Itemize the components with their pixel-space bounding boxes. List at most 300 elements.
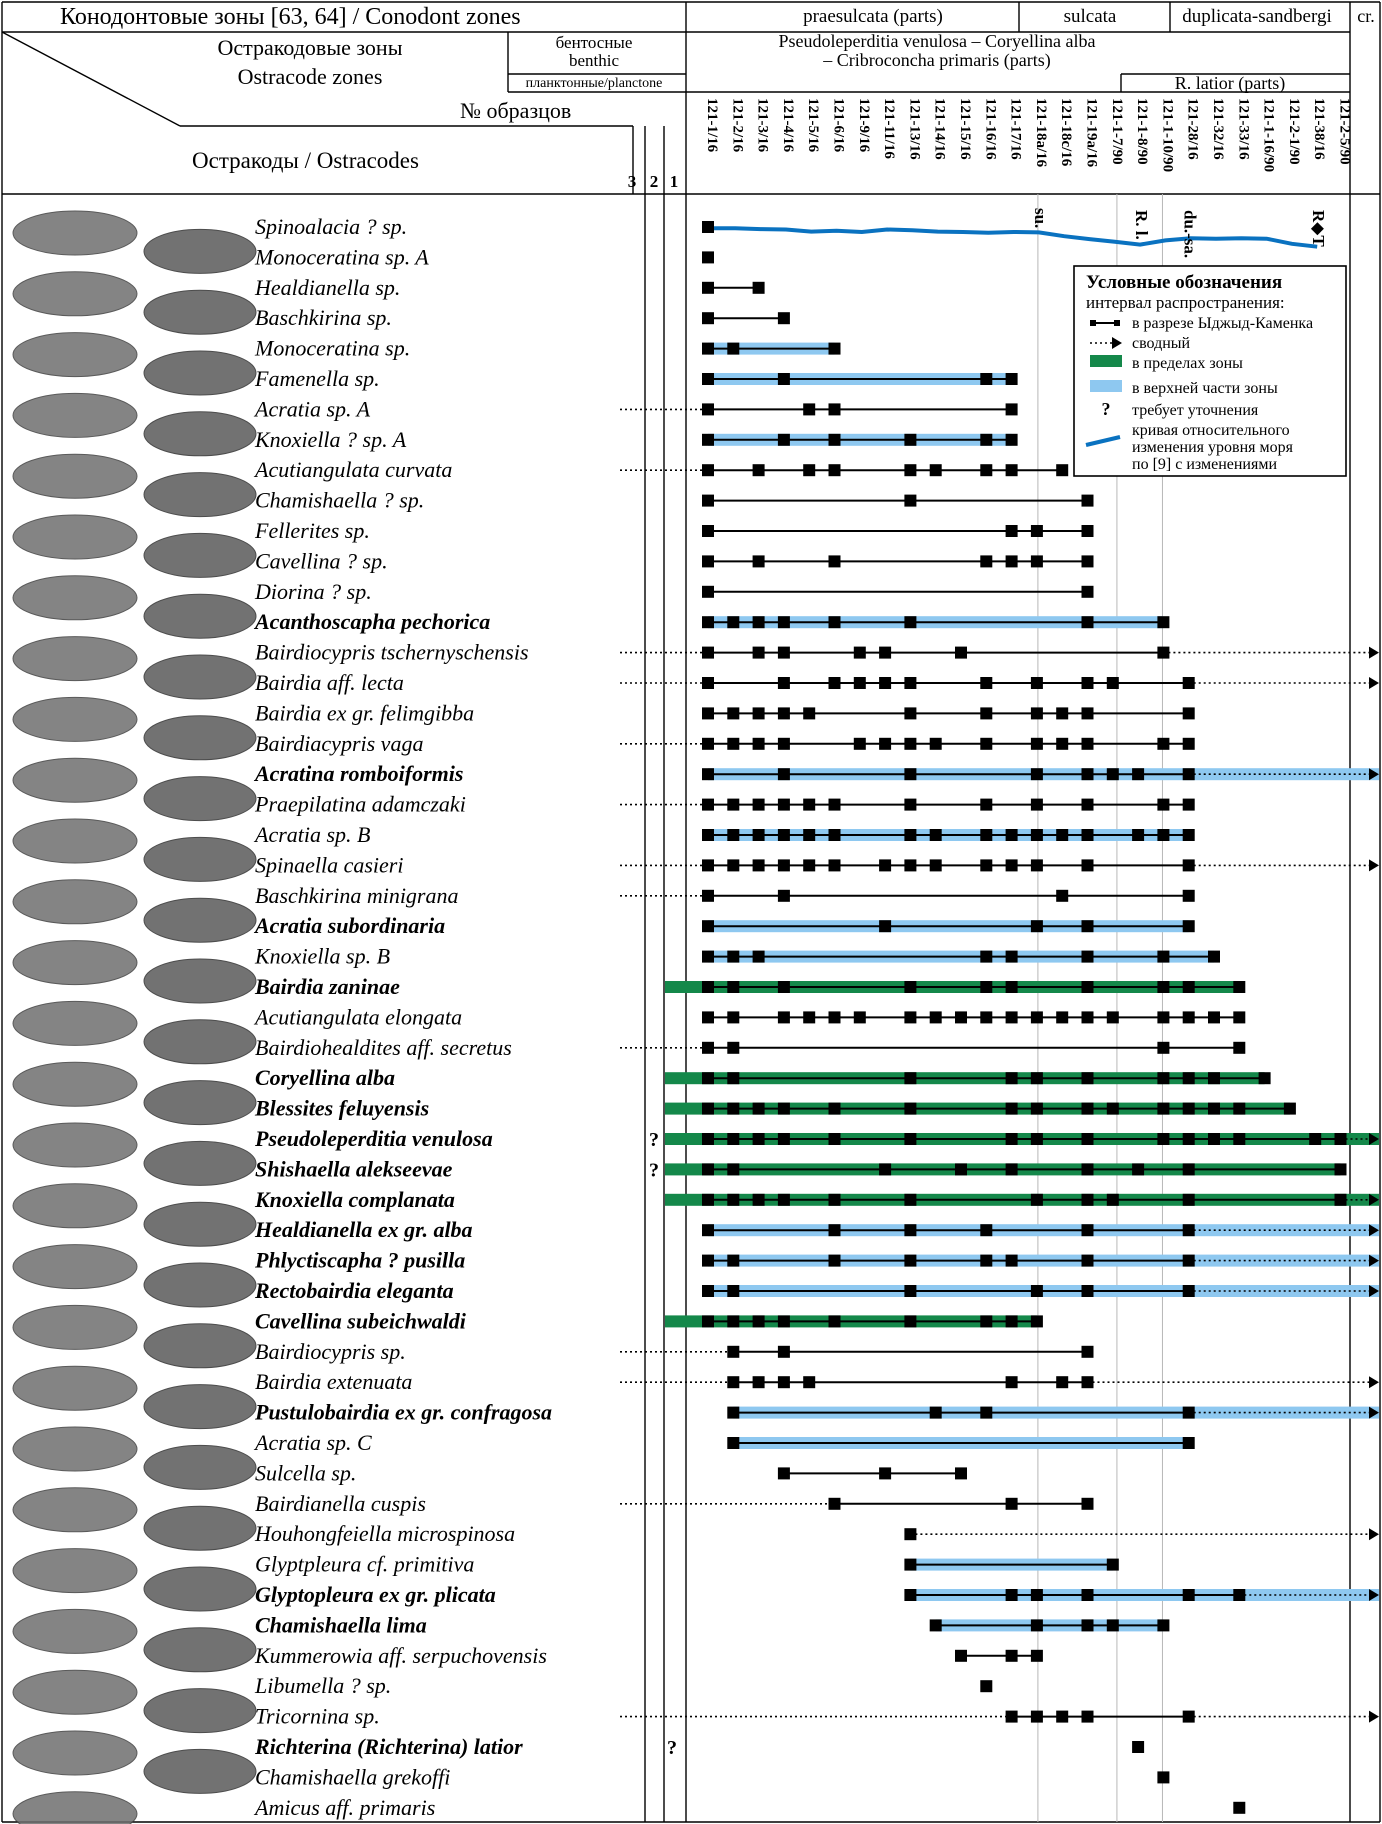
taxon-row (255, 1035, 1245, 1060)
sample-mark (930, 829, 942, 841)
sample-mark (1082, 1011, 1094, 1023)
sample-mark (1006, 434, 1018, 446)
sample-mark (1031, 1072, 1043, 1084)
legend-item-upper: в верхней части зоны (1132, 380, 1278, 397)
sample-mark (1082, 1711, 1094, 1723)
sample-mark (1183, 738, 1195, 750)
specimen-photo (13, 880, 137, 924)
sample-mark (803, 464, 815, 476)
sample-mark (904, 768, 916, 780)
sample-mark (803, 859, 815, 871)
sample-mark (829, 1194, 841, 1206)
sample-mark (753, 707, 765, 719)
sample-mark (1157, 951, 1169, 963)
sample-mark (753, 799, 765, 811)
sample-mark (1233, 981, 1245, 993)
sample-mark (980, 464, 992, 476)
sample-mark (1031, 1711, 1043, 1723)
specimen-photo (13, 576, 137, 620)
sample-mark (1157, 1072, 1169, 1084)
taxon-name: Chamishaella lima (255, 1612, 427, 1638)
taxon-name: Pustulobairdia ex gr. confragosa (255, 1399, 553, 1425)
sample-mark (702, 920, 714, 932)
sample-mark (980, 1407, 992, 1419)
sample-mark (904, 1224, 916, 1236)
sample-mark (727, 1346, 739, 1358)
sample-mark (1031, 1011, 1043, 1023)
sample-mark (1082, 495, 1094, 507)
sample-mark (955, 1467, 967, 1479)
sample-mark (702, 1255, 714, 1267)
legend-item-uncertain: требует уточнения (1132, 402, 1259, 419)
taxon-row (254, 1126, 1379, 1151)
sample-mark (1082, 768, 1094, 780)
sample-mark (904, 495, 916, 507)
sample-mark (1107, 677, 1119, 689)
legend-item-within: в пределах зоны (1132, 355, 1243, 372)
conodont-zone-cr: cr. (1357, 6, 1375, 26)
sample-mark (1006, 1163, 1018, 1175)
sample-mark (829, 1224, 841, 1236)
taxon-name: Bairdiocypris tschernyschensis (255, 639, 529, 665)
sample-mark (1157, 647, 1169, 659)
sample-mark (1082, 1498, 1094, 1510)
sample-mark (778, 799, 790, 811)
sample-mark (1056, 707, 1068, 719)
specimen-photo (144, 898, 256, 942)
sample-mark (1183, 920, 1195, 932)
taxon-name: Bairdia ex gr. felimgibba (255, 700, 475, 726)
samples-label: № образцов (460, 98, 572, 123)
sample-mark (1183, 1255, 1195, 1267)
sample-mark (1107, 1619, 1119, 1631)
sample-mark (778, 829, 790, 841)
sample-mark (1082, 799, 1094, 811)
specimen-photo (13, 1245, 137, 1289)
sample-mark (1208, 1103, 1220, 1115)
sample-mark (1157, 1771, 1169, 1783)
specimen-photo (13, 1427, 137, 1471)
sample-mark (1082, 1589, 1094, 1601)
taxon-row (254, 1673, 992, 1698)
sample-mark (829, 464, 841, 476)
sample-label: 121-16/16 (982, 98, 999, 160)
col-label-3: 3 (627, 172, 637, 191)
taxon-row (255, 883, 1195, 908)
sample-label: 121-19a/16 (1083, 98, 1100, 168)
sample-mark (1082, 1133, 1094, 1145)
sample-mark (1056, 890, 1068, 902)
sample-label: 121-33/16 (1235, 98, 1252, 160)
sample-label: 121-4/16 (779, 98, 796, 153)
sample-mark (1233, 1133, 1245, 1145)
sample-mark (1006, 981, 1018, 993)
sample-mark (879, 920, 891, 932)
taxon-row (255, 1612, 1169, 1637)
specimen-photo (144, 473, 256, 517)
sample-mark (980, 434, 992, 446)
specimen-photo (144, 290, 256, 334)
sample-mark (1183, 799, 1195, 811)
sample-label: 121-1-16/90 (1260, 98, 1277, 173)
sample-mark (727, 707, 739, 719)
sample-mark (753, 616, 765, 628)
sample-mark (879, 647, 891, 659)
sea-level-label: R◆T (1309, 210, 1329, 247)
sample-mark (1031, 1103, 1043, 1115)
taxon-row (254, 792, 1195, 817)
specimen-photo (13, 697, 137, 741)
taxon-row (255, 1308, 1043, 1333)
sample-mark (1183, 1072, 1195, 1084)
sample-label: 121-11/16 (881, 98, 898, 159)
sample-mark (727, 1315, 739, 1327)
sample-mark (702, 738, 714, 750)
sample-mark (702, 1315, 714, 1327)
taxon-row (255, 1704, 1379, 1729)
sample-label: 121-1-7/90 (1108, 98, 1125, 165)
sample-mark (803, 829, 815, 841)
sample-mark (1056, 1376, 1068, 1388)
sample-mark (702, 951, 714, 963)
range-arrow (1369, 1376, 1379, 1388)
sample-mark (829, 829, 841, 841)
taxon-name: Acratina romboiformis (255, 761, 464, 787)
taxon-row (255, 1552, 1119, 1577)
sample-mark (1157, 1103, 1169, 1115)
taxon-row (255, 640, 1379, 665)
range-arrow (1369, 1528, 1379, 1540)
sample-mark (1183, 1133, 1195, 1145)
sample-label: 121-3/16 (754, 98, 771, 153)
specimen-photo (144, 1263, 256, 1307)
sample-mark (727, 829, 739, 841)
taxon-name: Houhongfeiella microspinosa (255, 1521, 516, 1547)
sample-mark (1208, 1133, 1220, 1145)
taxon-row (255, 1339, 1094, 1364)
taxon-name: Sulcella sp. (255, 1460, 357, 1486)
sample-mark (702, 525, 714, 537)
sample-mark (1183, 707, 1195, 719)
taxon-row (255, 1369, 1379, 1394)
taxon-name: Kummerowia aff. serpuchovensis (255, 1642, 547, 1668)
sample-mark (778, 981, 790, 993)
sample-mark (829, 403, 841, 415)
sample-mark (702, 434, 714, 446)
taxon-row (255, 305, 790, 330)
sample-mark (829, 434, 841, 446)
legend-question-mark: ? (1101, 399, 1111, 419)
sample-mark (930, 1011, 942, 1023)
sample-mark (1233, 1589, 1245, 1601)
sample-mark (778, 312, 790, 324)
specimen-photo (13, 637, 137, 681)
taxon-row (254, 974, 1245, 999)
sample-mark (778, 1011, 790, 1023)
sample-mark (1082, 1376, 1094, 1388)
sea-level-curve (710, 208, 1328, 258)
sample-mark (1157, 829, 1169, 841)
sample-mark (1132, 1163, 1144, 1175)
sample-mark (727, 1437, 739, 1449)
specimen-photo (13, 941, 137, 985)
sample-mark (753, 859, 765, 871)
sample-mark (955, 647, 967, 659)
sample-mark (980, 829, 992, 841)
sample-mark (803, 707, 815, 719)
sample-label: 121-1-10/90 (1159, 98, 1176, 173)
legend-item-sea-level-3: по [9] с изменениями (1132, 456, 1278, 473)
sample-label: 121-2/16 (729, 98, 746, 153)
specimen-photo (144, 1081, 256, 1125)
sample-mark (1157, 1011, 1169, 1023)
taxon-row (254, 1521, 1379, 1546)
legend-swatch-within (1090, 355, 1122, 367)
sample-mark (1082, 859, 1094, 871)
taxon-row (255, 488, 1094, 513)
taxon-name: Acratia sp. C (255, 1430, 372, 1455)
specimen-photo (144, 1506, 256, 1550)
taxon-name: Glyptpleura cf. primitiva (255, 1551, 475, 1577)
sample-mark (904, 859, 916, 871)
col-label-1: 1 (669, 172, 679, 191)
sample-mark (904, 829, 916, 841)
sample-mark (1031, 525, 1043, 537)
sample-mark (753, 464, 765, 476)
taxon-name: Bairdia aff. lecta (255, 670, 404, 695)
sample-mark (1056, 738, 1068, 750)
sample-mark (778, 738, 790, 750)
sample-mark (1132, 768, 1144, 780)
sample-mark (702, 829, 714, 841)
taxon-row (254, 1217, 1379, 1242)
planctone-label: планктонные/planctone (525, 76, 663, 91)
sample-mark (753, 1376, 765, 1388)
legend-item-sea-level-1: кривая относительного (1132, 422, 1290, 439)
sample-mark (1006, 829, 1018, 841)
specimen-photo (13, 1609, 137, 1653)
sample-mark (1082, 1255, 1094, 1267)
sample-mark (904, 1194, 916, 1206)
sample-mark (904, 1255, 916, 1267)
sample-mark (1056, 1711, 1068, 1723)
question-mark: ? (667, 1737, 677, 1759)
sample-label: 121-5/16 (805, 98, 822, 153)
taxon-row (254, 427, 1018, 452)
taxon-row (253, 609, 1169, 634)
taxon-row (255, 1065, 1271, 1090)
specimen-photo (13, 272, 137, 316)
sample-mark (778, 859, 790, 871)
taxon-row (253, 1430, 1195, 1455)
taxon-row (254, 1400, 1379, 1425)
sample-mark (1031, 1315, 1043, 1327)
sample-mark (1132, 829, 1144, 841)
conodont-zone-sulcata: sulcata (1063, 6, 1117, 27)
sample-mark (1107, 1559, 1119, 1571)
range-arrow (1369, 677, 1379, 689)
range-arrow (1369, 859, 1379, 871)
specimen-photo (144, 1749, 256, 1793)
sample-mark (1208, 1011, 1220, 1023)
sample-mark (778, 1133, 790, 1145)
legend-swatch-local-mark (1090, 320, 1096, 326)
sample-mark (778, 768, 790, 780)
sample-mark (904, 981, 916, 993)
taxon-name: Acratia sp. A (255, 396, 371, 422)
sample-mark (1006, 1498, 1018, 1510)
taxon-name: Spinoalacia ? sp. (255, 214, 408, 239)
specimen-photo (144, 837, 256, 881)
taxon-name: Cavellina subeichwaldi (255, 1308, 466, 1334)
taxon-row (253, 1795, 1245, 1820)
sample-mark (904, 1133, 916, 1145)
sample-mark (753, 738, 765, 750)
sample-mark (1183, 890, 1195, 902)
sample-label: 121-1/16 (704, 98, 720, 153)
sample-mark (930, 1619, 942, 1631)
specimen-photos (13, 211, 256, 1824)
specimen-photo (144, 533, 256, 577)
taxon-name: Acratia subordinaria (255, 913, 446, 939)
specimen-photo (144, 1202, 256, 1246)
sample-mark (829, 1498, 841, 1510)
taxon-name: Chamishaella ? sp. (255, 487, 425, 513)
sample-mark (1006, 1376, 1018, 1388)
specimen-photo (144, 1385, 256, 1429)
sample-mark (727, 1194, 739, 1206)
benthic-zone-line1: Pseudoleperditia venulosa – Coryellina alba (778, 31, 1096, 51)
sample-mark (1157, 1619, 1169, 1631)
sample-mark (702, 859, 714, 871)
sample-mark (980, 1255, 992, 1267)
sample-mark (1006, 1255, 1018, 1267)
sample-mark (980, 677, 992, 689)
sample-mark (980, 951, 992, 963)
taxon-row (254, 579, 1094, 604)
sea-level-label: R. l. (1132, 210, 1152, 240)
sample-mark (1082, 1194, 1094, 1206)
sample-mark (702, 343, 714, 355)
taxon-name: Acanthoscapha pechorica (255, 609, 491, 635)
taxon-name: Shishaella alekseevae (255, 1156, 453, 1182)
taxon-name: Amicus aff. primaris (255, 1794, 436, 1820)
sample-mark (1006, 951, 1018, 963)
sample-mark (778, 1346, 790, 1358)
taxon-row (255, 548, 1094, 573)
sample-mark (1056, 464, 1068, 476)
taxon-name: Bairdia zaninae (255, 974, 400, 999)
sample-mark (980, 981, 992, 993)
sample-mark (702, 647, 714, 659)
sample-mark (980, 738, 992, 750)
sample-mark (829, 677, 841, 689)
sample-label: 121-2-1/90 (1285, 98, 1302, 165)
sample-mark (1233, 1802, 1245, 1814)
taxon-row (254, 336, 841, 361)
sample-mark (879, 1467, 891, 1479)
sample-mark (803, 799, 815, 811)
sample-mark (1031, 829, 1043, 841)
taxon-name: Baschkirina minigrana (255, 882, 459, 908)
benthic-zone-line2: – Cribroconcha primaris (parts) (823, 50, 1051, 70)
sample-mark (1082, 1103, 1094, 1115)
sample-mark (727, 738, 739, 750)
sample-mark (1031, 555, 1043, 567)
taxon-name: Pseudoleperditia venulosa (255, 1126, 493, 1151)
taxon-row (254, 275, 765, 300)
sample-mark (1183, 1437, 1195, 1449)
benthic-label-en: benthic (568, 51, 620, 70)
sample-mark (1056, 1011, 1068, 1023)
sample-label: 121-13/16 (906, 98, 923, 160)
specimen-photo (13, 758, 137, 802)
sample-mark (803, 1011, 815, 1023)
taxon-name: Cavellina ? sp. (255, 548, 388, 574)
sample-mark (1157, 738, 1169, 750)
sample-mark (1082, 555, 1094, 567)
sample-mark (904, 677, 916, 689)
sample-mark (1082, 981, 1094, 993)
specimen-photo (144, 229, 256, 273)
taxon-row (255, 1582, 1379, 1607)
legend (1074, 266, 1346, 476)
sample-mark (727, 1407, 739, 1419)
sample-mark (727, 343, 739, 355)
sample-mark (778, 1467, 790, 1479)
sample-mark (1335, 1133, 1347, 1145)
sample-mark (829, 343, 841, 355)
sample-mark (753, 1103, 765, 1115)
taxon-name: Monoceratina sp. (255, 335, 411, 361)
specimen-photo (144, 655, 256, 699)
sample-mark (778, 434, 790, 446)
specimen-photo (144, 1020, 256, 1064)
sample-mark (702, 1285, 714, 1297)
sample-mark (702, 707, 714, 719)
sample-mark (702, 555, 714, 567)
sample-mark (778, 1315, 790, 1327)
specimen-photo (144, 594, 256, 638)
ostracode-zones-en: Ostracode zones (237, 64, 383, 89)
sample-mark (1006, 1711, 1018, 1723)
sample-mark (904, 616, 916, 628)
sample-mark (829, 1103, 841, 1115)
specimen-photo (144, 716, 256, 760)
sample-mark (1132, 1741, 1144, 1753)
sample-mark (1006, 1103, 1018, 1115)
sample-mark (1006, 464, 1018, 476)
sample-mark (930, 1407, 942, 1419)
sample-mark (1056, 829, 1068, 841)
sample-mark (904, 1528, 916, 1540)
sample-mark (753, 951, 765, 963)
ostracode-zones-ru: Остракодовые зоны (217, 35, 403, 60)
sample-mark (1183, 1163, 1195, 1175)
sample-label: 121-17/16 (1007, 98, 1024, 160)
specimen-photo (13, 1366, 137, 1410)
question-mark: ? (649, 1129, 659, 1151)
sample-mark (1082, 829, 1094, 841)
sample-mark (1031, 768, 1043, 780)
sample-mark (904, 1589, 916, 1601)
taxon-row (255, 1460, 967, 1485)
specimen-photo (13, 1488, 137, 1532)
taxon-row (254, 1096, 1296, 1121)
specimen-photo (13, 1305, 137, 1349)
sample-mark (1031, 1589, 1043, 1601)
range-arrow (1369, 1711, 1379, 1723)
